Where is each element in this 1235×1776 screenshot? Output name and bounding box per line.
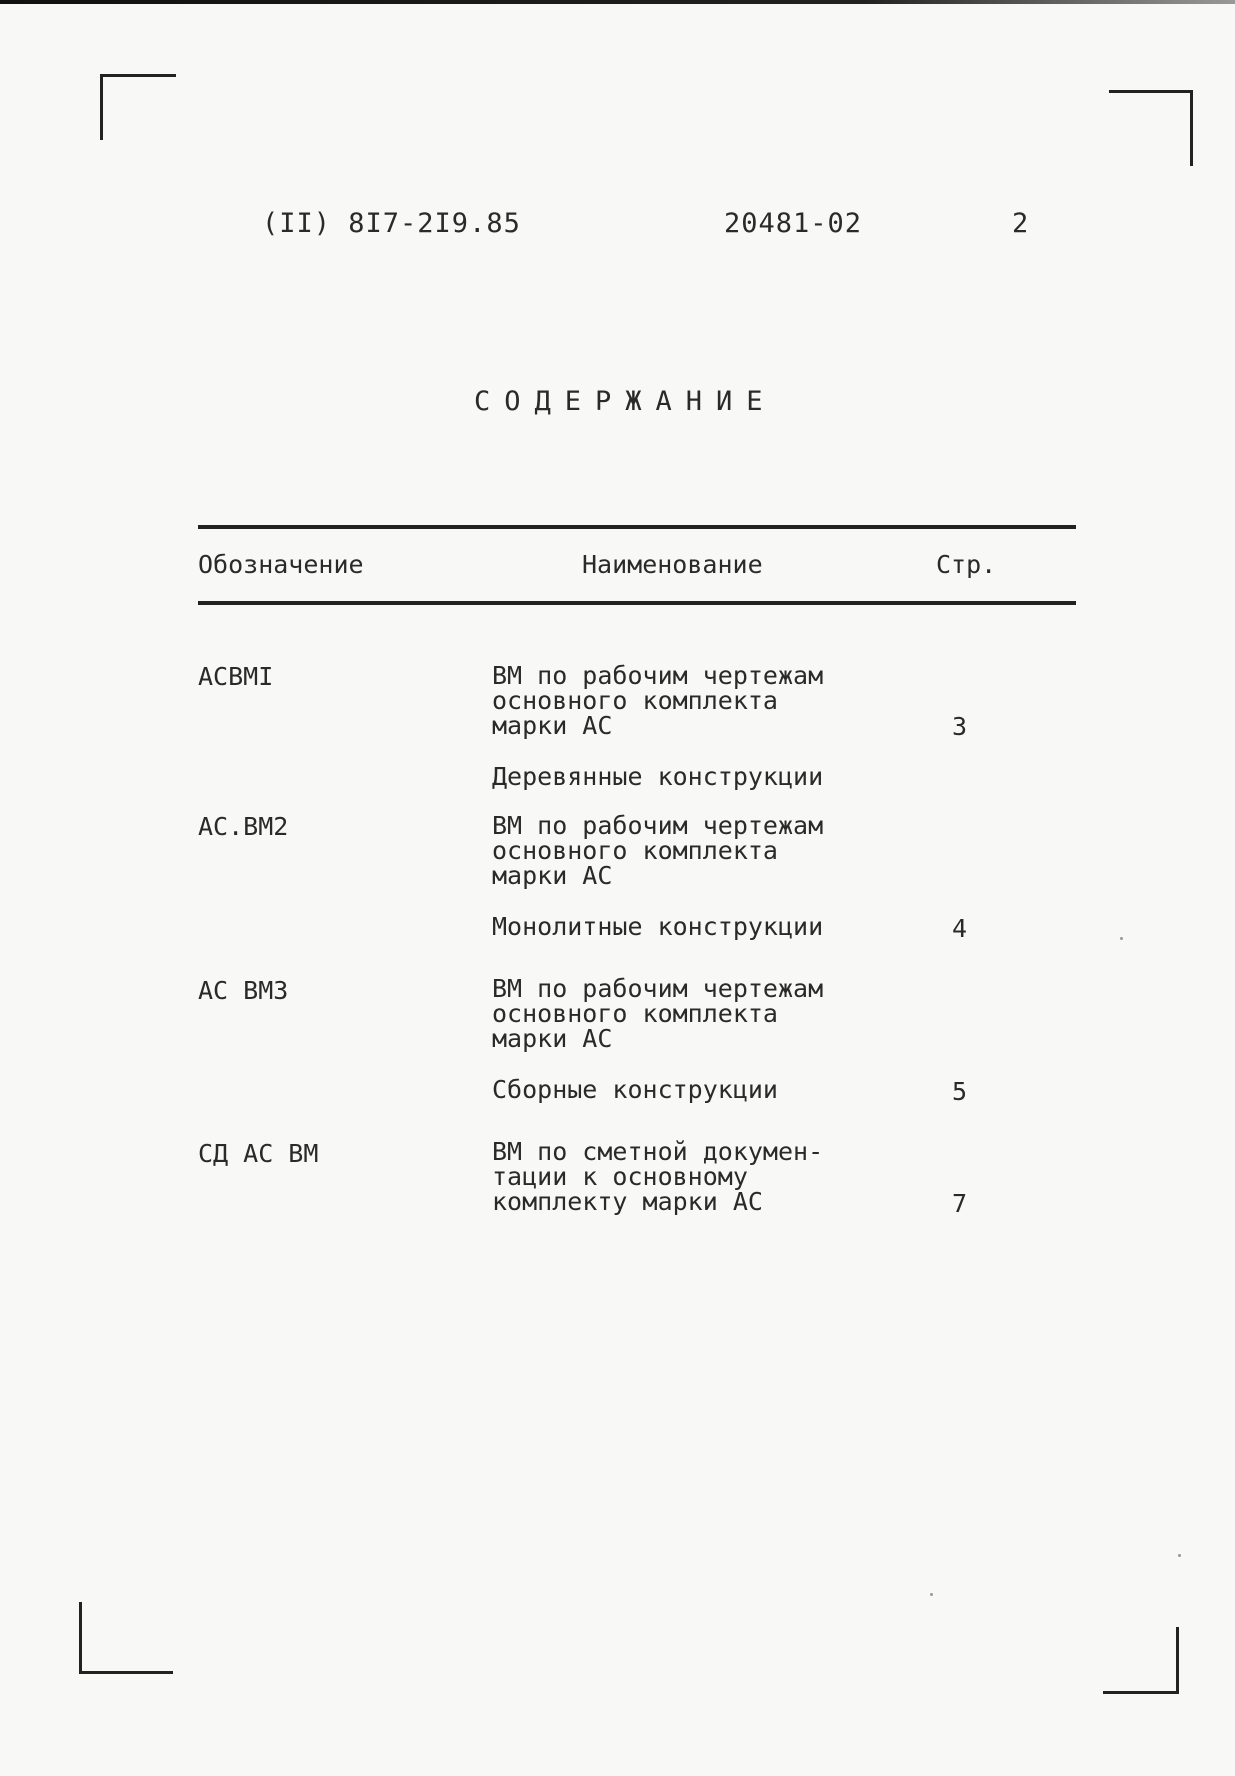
column-header-name: Наименование — [582, 550, 763, 579]
row-code: АС ВМ3 — [198, 976, 289, 1005]
row-name: Деревянные конструкции — [492, 762, 824, 791]
row-page: 4 — [952, 914, 968, 943]
page-number: 2 — [1012, 208, 1030, 239]
row-page: 3 — [952, 712, 968, 741]
scan-speck — [1178, 1554, 1181, 1557]
document-number: 20481-02 — [724, 208, 863, 239]
scan-top-edge — [0, 0, 1235, 4]
row-code: АС.ВМ2 — [198, 812, 289, 841]
column-header-code: Обозначение — [198, 550, 364, 579]
page-title: СОДЕРЖАНИЕ — [474, 386, 777, 417]
scan-speck — [1120, 937, 1123, 940]
row-name: ВМ по рабочим чертежам основного комплекта марки АС — [492, 811, 824, 890]
row-code: АСВМI — [198, 662, 274, 691]
row-page: 7 — [952, 1189, 968, 1218]
row-page: 5 — [952, 1077, 968, 1106]
column-header-page: Стр. — [936, 550, 997, 579]
document-code: (II) 8I7-2I9.85 — [262, 208, 521, 239]
row-name: ВМ по сметной докумен- тации к основному комплекту марки АС — [492, 1137, 824, 1216]
row-name: Монолитные конструкции — [492, 912, 824, 941]
row-name: ВМ по рабочим чертежам основного комплекта марки АС — [492, 974, 824, 1053]
row-code: СД АС ВМ — [198, 1139, 319, 1168]
row-name: Сборные конструкции — [492, 1075, 778, 1104]
table-header-rule — [198, 601, 1076, 605]
scan-speck — [930, 1593, 933, 1596]
row-name: ВМ по рабочим чертежам основного комплекта марки АС — [492, 661, 824, 740]
table-top-rule — [198, 525, 1076, 529]
